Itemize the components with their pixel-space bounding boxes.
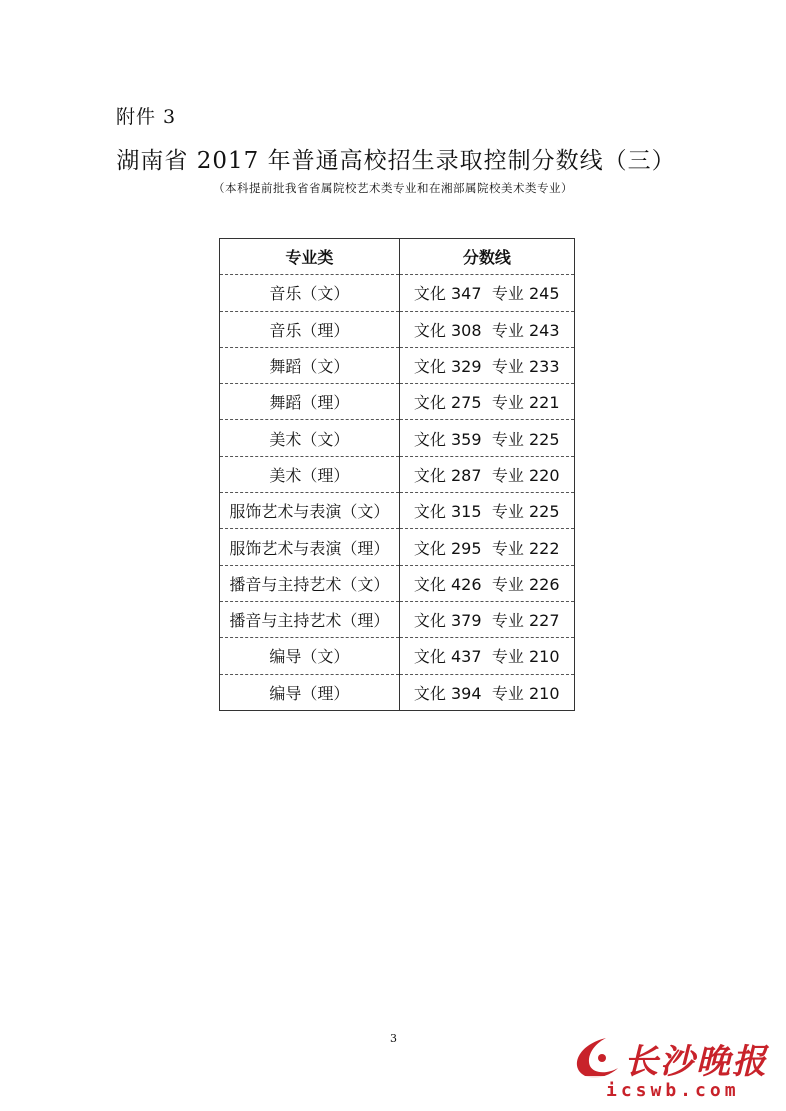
page-number: 3	[390, 1032, 397, 1045]
table-row	[220, 529, 575, 565]
table-row	[220, 420, 575, 456]
table-row	[220, 638, 575, 674]
professional-score: 专业 210	[491, 683, 560, 703]
page-title: 湖南省 2017 年普通高校招生录取控制分数线（三）	[116, 148, 676, 174]
category-cell: 服饰艺术与表演（理）	[220, 529, 400, 565]
culture-score: 文化 379	[413, 611, 482, 631]
professional-score: 专业 225	[491, 429, 560, 449]
culture-score: 文化 287	[413, 465, 482, 485]
column-header-category: 专业类	[220, 239, 400, 275]
table-row	[220, 456, 575, 492]
score-cell	[399, 493, 574, 529]
table-body	[220, 275, 575, 711]
column-header-score: 分数线	[399, 239, 574, 275]
category-cell: 服饰艺术与表演（文）	[220, 493, 400, 529]
culture-score: 文化 426	[413, 574, 482, 594]
culture-score: 文化 275	[413, 393, 482, 413]
table-row	[220, 347, 575, 383]
newspaper-watermark	[566, 1030, 778, 1106]
culture-score: 文化 295	[413, 538, 482, 558]
culture-score: 文化 308	[413, 320, 482, 340]
professional-score: 专业 227	[491, 611, 560, 631]
category-cell: 编导（文）	[220, 638, 400, 674]
professional-score: 专业 222	[491, 538, 560, 558]
score-cell	[399, 420, 574, 456]
category-cell: 美术（文）	[220, 420, 400, 456]
table-row	[220, 384, 575, 420]
score-cell	[399, 275, 574, 311]
score-cell	[399, 311, 574, 347]
culture-score: 文化 359	[413, 429, 482, 449]
category-cell: 音乐（理）	[220, 311, 400, 347]
culture-score: 文化 329	[413, 357, 482, 377]
professional-score: 专业 221	[491, 393, 560, 413]
table-row	[220, 493, 575, 529]
culture-score: 文化 315	[413, 502, 482, 522]
professional-score: 专业 220	[491, 465, 560, 485]
page-subtitle: （本科提前批我省省属院校艺术类专业和在湘部属院校美术类专业）	[213, 181, 573, 195]
score-table	[219, 238, 575, 711]
professional-score: 专业 210	[491, 647, 560, 667]
score-cell	[399, 565, 574, 601]
category-cell: 音乐（文）	[220, 275, 400, 311]
professional-score: 专业 225	[491, 502, 560, 522]
score-cell	[399, 347, 574, 383]
attachment-label: 附件 3	[116, 106, 177, 128]
watermark-name: 长沙晚报	[624, 1042, 768, 1082]
score-cell	[399, 601, 574, 637]
culture-score: 文化 347	[413, 284, 482, 304]
professional-score: 专业 226	[491, 574, 560, 594]
category-cell: 编导（理）	[220, 674, 400, 710]
professional-score: 专业 233	[491, 357, 560, 377]
score-cell	[399, 384, 574, 420]
professional-score: 专业 243	[491, 320, 560, 340]
category-cell: 舞蹈（理）	[220, 384, 400, 420]
watermark-url: icswb.com	[606, 1080, 740, 1101]
category-cell: 播音与主持艺术（理）	[220, 601, 400, 637]
score-cell	[399, 638, 574, 674]
table-row	[220, 275, 575, 311]
table-row	[220, 565, 575, 601]
score-cell	[399, 456, 574, 492]
table-row	[220, 601, 575, 637]
score-cell	[399, 674, 574, 710]
table-row	[220, 674, 575, 710]
category-cell: 舞蹈（文）	[220, 347, 400, 383]
score-cell	[399, 529, 574, 565]
table-header-row	[220, 239, 575, 275]
table-row	[220, 311, 575, 347]
category-cell: 播音与主持艺术（文）	[220, 565, 400, 601]
professional-score: 专业 245	[491, 284, 560, 304]
category-cell: 美术（理）	[220, 456, 400, 492]
culture-score: 文化 437	[413, 647, 482, 667]
culture-score: 文化 394	[413, 683, 482, 703]
